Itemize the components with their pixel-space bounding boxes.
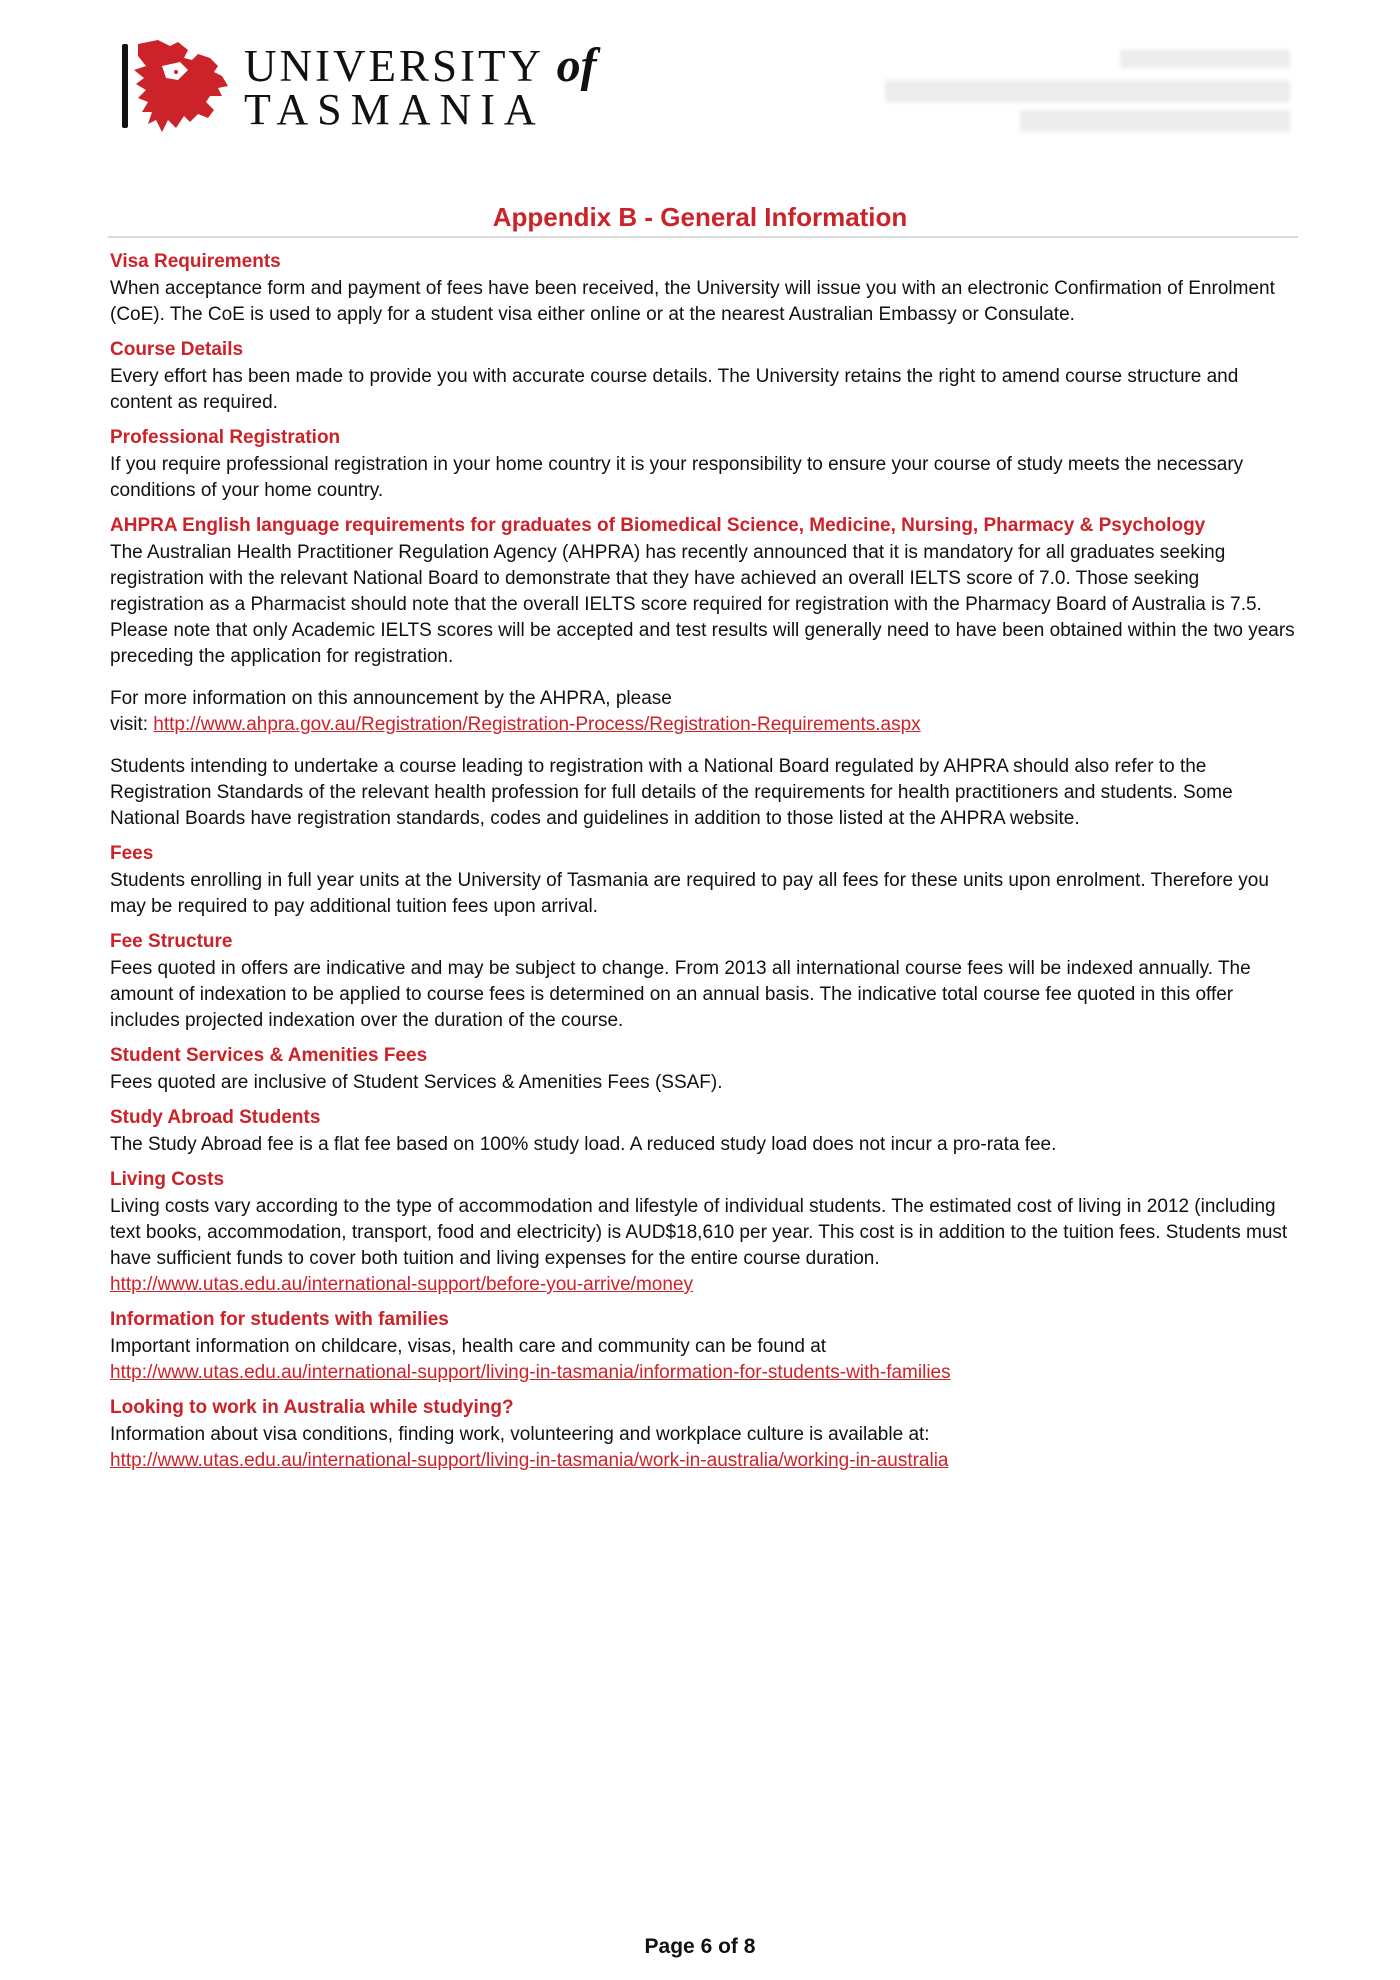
- section-work-in-australia: [110, 1396, 1296, 1474]
- living-costs-text: Living costs vary according to the type of accommodation and lifestyle of individual students. The estimated cost of living in 2012 (including text books, accommodation, transport, food and electricity) is AUD$18,610 per year. This cost is in addition to the tuition fees. Students must have sufficient funds to cover both tuition and living expenses for the entire course duration.: [110, 1196, 1288, 1269]
- section-course-details: [110, 338, 1296, 416]
- main-content: [110, 250, 1296, 1484]
- section-paragraph: The Australian Health Practitioner Regulation Agency (AHPRA) has recently announced that it is mandatory for all graduates seeking registration with the relevant National Board to demonstrate that they have achieved an overall IELTS score of 7.0. Those seeking registration as a Pharmacist should note that the overall IELTS score required for registration with the Pharmacy Board of Australia is 7.5. Please note that only Academic IELTS scores will be accepted and test results will generally need to have been obtained within the two years preceding the application for registration.: [110, 542, 1295, 667]
- section-heading: Course Details: [110, 339, 244, 360]
- title-divider: [108, 236, 1298, 238]
- logo-wordmark-line2: TASMANIA: [244, 85, 545, 134]
- section-paragraph: Fees quoted in offers are indicative and may be subject to change. From 2013 all international course fees will be indexed annually. The amount of indexation to be applied to course fees is determined on an annual basis. The indicative total course fee quoted in this offer includes projected indexation over the duration of the course.: [110, 958, 1251, 1031]
- section-heading: Fee Structure: [110, 931, 233, 952]
- section-paragraph: Students enrolling in full year units at the University of Tasmania are required to pay all fees for these units upon enrolment. Therefore you may be required to pay additional tuition fees upon arrival.: [110, 870, 1269, 917]
- section-visa-requirements: [110, 250, 1296, 328]
- section-fee-structure: [110, 930, 1296, 1034]
- section-families: [110, 1308, 1296, 1386]
- ahpra-registration-link[interactable]: http://www.ahpra.gov.au/Registration/Registration-Process/Registration-Requirements.aspx: [153, 714, 921, 735]
- redacted-block: [1020, 110, 1290, 132]
- page-number: Page 6 of 8: [644, 1935, 756, 1958]
- page-title: Appendix B - General Information: [492, 202, 908, 232]
- section-heading: Visa Requirements: [110, 251, 281, 272]
- section-paragraph: Every effort has been made to provide you with accurate course details. The University retains the right to amend course structure and content as required.: [110, 366, 1239, 413]
- section-paragraph: Fees quoted are inclusive of Student Services & Amenities Fees (SSAF).: [110, 1072, 723, 1093]
- section-paragraph: If you require professional registration in your home country it is your responsibility to ensure your course of study meets the necessary conditions of your home country.: [110, 454, 1244, 501]
- money-info-link[interactable]: http://www.utas.edu.au/international-support/before-you-arrive/money: [110, 1274, 693, 1295]
- redacted-block: [885, 80, 1290, 102]
- logo-of-text: of: [556, 39, 597, 92]
- families-text: Important information on childcare, visas, health care and community can be found at: [110, 1336, 827, 1357]
- section-heading: Fees: [110, 843, 154, 864]
- families-info-link[interactable]: http://www.utas.edu.au/international-support/living-in-tasmania/information-for-students-with-families: [110, 1362, 951, 1383]
- section-heading: Student Services & Amenities Fees: [110, 1045, 428, 1066]
- section-ssaf: [110, 1044, 1296, 1096]
- section-paragraph: The Study Abroad fee is a flat fee based on 100% study load. A reduced study load does not incur a pro-rata fee.: [110, 1134, 1057, 1155]
- section-heading: Information for students with families: [110, 1309, 449, 1330]
- section-heading: AHPRA English language requirements for graduates of Biomedical Science, Medicine, Nursing, Pharmacy & Psychology: [110, 515, 1206, 536]
- work-info-link[interactable]: http://www.utas.edu.au/international-support/living-in-tasmania/work-in-australia/working-in-australia: [110, 1450, 949, 1471]
- work-text: Information about visa conditions, finding work, volunteering and workplace culture is available at:: [110, 1424, 930, 1445]
- section-paragraph: Students intending to undertake a course leading to registration with a National Board regulated by AHPRA should also refer to the Registration Standards of the relevant health profession for full details of the requirements for health practitioners and students. Some National Boards have registration standards, codes and guidelines in addition to those listed at the AHPRA website.: [110, 756, 1233, 829]
- section-heading: Living Costs: [110, 1169, 225, 1190]
- section-ahpra-english: [110, 514, 1296, 832]
- visit-prefix: visit:: [110, 714, 148, 735]
- university-logo: [118, 36, 598, 136]
- section-heading: Professional Registration: [110, 427, 341, 448]
- section-fees: [110, 842, 1296, 920]
- section-living-costs: [110, 1168, 1296, 1298]
- section-paragraph: [110, 1422, 1296, 1474]
- section-paragraph: [110, 1334, 1296, 1386]
- section-professional-registration: [110, 426, 1296, 504]
- logo-university-text: UNIVERSITY: [244, 41, 543, 91]
- section-study-abroad: [110, 1106, 1296, 1158]
- section-paragraph: When acceptance form and payment of fees have been received, the University will issue you with an electronic Confirmation of Enrolment (CoE). The CoE is used to apply for a student visa either online or at the nearest Australian Embassy or Consulate.: [110, 278, 1275, 325]
- lion-crest-icon: [118, 36, 233, 136]
- section-heading: Study Abroad Students: [110, 1107, 321, 1128]
- redacted-block: [1120, 50, 1290, 68]
- ahpra-info-text: For more information on this announcement by the AHPRA, please: [110, 688, 672, 709]
- section-paragraph: [110, 1194, 1296, 1298]
- section-paragraph: [110, 686, 1296, 738]
- section-heading: Looking to work in Australia while studying?: [110, 1397, 514, 1418]
